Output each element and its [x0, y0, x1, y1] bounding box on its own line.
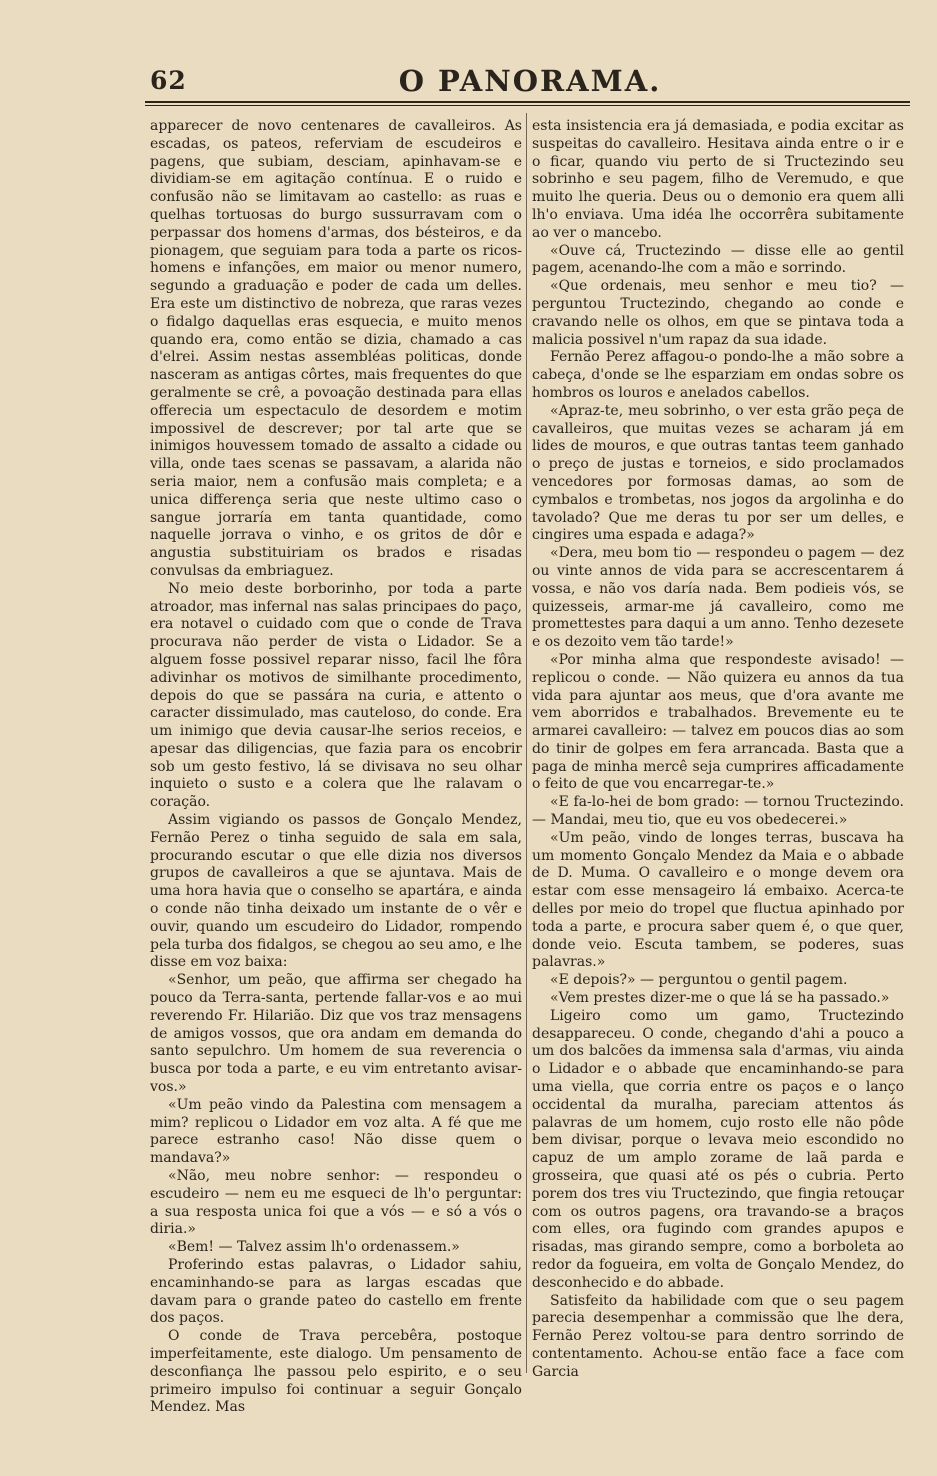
- page-header: [0, 0, 937, 110]
- paragraph: Proferindo estas palavras, o Lidador sahiu, encaminhando-se para as largas escadas que davam para o grande pateo do castello em frente dos paços.: [150, 1257, 522, 1327]
- paragraph: «Ouve cá, Tructezindo — disse elle ao gentil pagem, acenando-lhe com a mão e sorrindo.: [532, 242, 904, 277]
- paragraph: «E depois?» — perguntou o gentil pagem.: [550, 972, 848, 989]
- right-column: [532, 118, 904, 1380]
- paragraph: Satisfeito da habilidade com que o seu pagem parecia desempenhar a commissão que lhe dera, Fernão Perez voltou-se para dentro sorrindo de contentamento. Achou-se então face a face com Garcia: [532, 1292, 904, 1380]
- column-divider: [526, 113, 527, 1373]
- paragraph: esta insistencia era já demasiada, e podia excitar as suspeitas do cavalleiro. Hesitava ainda entre o ir e o ficar, quando viu perto de si Tructezindo seu sobrinho e seu pagem, filho de Veremudo, e que muito lhe queria. Deus ou o demonio era quem alli lh'o enviava. Uma idéa lhe occorrêra subitamente ao ver o mancebo.: [532, 118, 904, 241]
- paragraph: «Dera, meu bom tio — respondeu o pagem — dez ou vinte annos de vida para se accrescentarem á vossa, e não vos daría nada. Bem podieis vós, se quizesseis, armar-me já cavalleiro, como me promettestes para daqui a um anno. Tenho dezesete e os dezoito vem tão tarde!»: [532, 545, 904, 651]
- paragraph: «Vem prestes dizer-me o que lá se ha passado.»: [550, 990, 890, 1007]
- paragraph: «Que ordenais, meu senhor e meu tio? — perguntou Tructezindo, chegando ao conde e cravando nelle os olhos, em que se pintava toda a malicia possivel n'um rapaz da sua idade.: [532, 278, 904, 348]
- paragraph: «Por minha alma que respondeste avisado! — replicou o conde. — Não quizera eu annos da tua vida para ajuntar aos meus, que d'ora avante me vem aborridos e trabalhados. Brevemente eu te armarei cavalleiro: — talvez em poucos dias ao som do tinir de golpes em fera arrancada. Basta que a paga de minha mercê seja cumprires afficadamente o feito de que vou encarregar-te.»: [532, 651, 904, 793]
- paragraph: apparecer de novo centenares de cavalleiros. As escadas, os pateos, referviam de escudeiros e pagens, que subiam, desciam, apinhavam-se e dividiam-se em agitação contínua. E o ruido e confusão não se limitavam ao castello: as ruas e quelhas tortuosas do burgo sussurravam com o perpassar dos homens d'armas, dos bésteiros, e da pionagem, que seguiam para toda a parte os ricos-homens e infanções, em maior ou menor numero, segundo a graduação e poder de cada um delles. Era este um distinctivo de nobreza, que raras vezes o fidalgo daquellas eras esquecia, e muito menos quando era, como então se dizia, chamado a cas d'elrei. Assim nestas assembléas politicas, donde nasceram as antigas côrtes, mais frequentes do que geralmente se crê, a povoação destinada para ellas offerecia um espectaculo de desordem e motim impossivel de descrever; por tal arte que se inimigos houvessem tomado de assalto a cidade ou villa, onde taes scenas se passavam, a alarida não seria maior, nem a confusão mais completa; e a unica differença seria que neste ultimo caso o sangue jorraría em tanta quantidade, como naquelle jorrava o vinho, e os gritos de dôr e angustia substituiriam os brados e risadas convulsas da embriaguez.: [150, 118, 522, 579]
- paragraph: Ligeiro como um gamo, Tructezindo desappareceu. O conde, chegando d'ahi a pouco a um dos balcões da immensa sala d'armas, viu ainda o Lidador e o abbade que encaminhando-se para uma viella, que corria entre os paços e o lanço occidental da muralha, pareciam attentos ás palavras de um homem, cujo rosto elle não pôde bem divisar, porque o levava meio escondido no capuz de um amplo zorame de laã parda e grosseira, que quasi até os pés o cubria. Perto porem dos tres viu Tructezindo, que fingia retouçar com os outros pagens, ora travando-se a braços com elles, ora fugindo com grandes apupos e risadas, mas girando sempre, como a borboleta ao redor da fogueira, em volta de Gonçalo Mendez, do desconhecido e do abbade.: [532, 1007, 904, 1291]
- masthead-title: O PANORAMA.: [398, 64, 662, 98]
- paragraph: «E fa-lo-hei de bom grado: — tornou Tructezindo. — Mandai, meu tio, que eu vos obedecerei.»: [532, 794, 904, 829]
- paragraph: «Um peão, vindo de longes terras, buscava ha um momento Gonçalo Mendez da Maia e o abbade de D. Muma. O cavalleiro e o monge devem ora estar com esse mensageiro lá embaixo. Acerca-te delles por meio do tropel que fluctua apinhado por toda a parte, e procura saber quem é, o que quer, donde veio. Escuta tambem, se poderes, suas palavras.»: [532, 829, 904, 971]
- page-number: 62: [150, 66, 187, 95]
- paragraph: No meio deste borborinho, por toda a parte atroador, mas infernal nas salas principaes do paço, era notavel o cuidado com que o conde de Trava procurava não perder de vista o Lidador. Se a alguem fosse possivel reparar nisso, facil lhe fôra adivinhar os motivos de similhante procedimento, depois do que se passára na curia, e attento o caracter dissimulado, mas cauteloso, do conde. Era um inimigo que devia causar-lhe serios receios, e apesar das diligencias, que fazia para os encobrir sob um gesto festivo, lá se divisava no seu olhar inquieto o susto e a colera que lhe ralavam o coração.: [150, 580, 522, 811]
- paragraph: «Um peão vindo da Palestina com mensagem a mim? replicou o Lidador em voz alta. A fé que me parece estranho caso! Não disse quem o mandava?»: [150, 1096, 522, 1167]
- left-column: [150, 118, 522, 1416]
- paragraph: «Não, meu nobre senhor: — respondeu o escudeiro — nem eu me esqueci de lh'o perguntar: a sua resposta unica foi que a vós — e só a vós o diria.»: [150, 1168, 522, 1238]
- paragraph: Fernão Perez affagou-o pondo-lhe a mão sobre a cabeça, d'onde se lhe esparziam em ondas sobre os hombros os louros e anelados cabellos.: [532, 349, 904, 401]
- header-rule: [145, 101, 910, 106]
- paragraph: «Bem! — Talvez assim lh'o ordenassem.»: [168, 1239, 460, 1256]
- paragraph: «Senhor, um peão, que affirma ser chegado ha pouco da Terra-santa, pertende fallar-vos e ao mui reverendo Fr. Hilarião. Diz que vos traz mensagens de amigos vossos, que ora andam em demanda do santo sepulchro. Um homem de sua reverencia o busca por toda a parte, e eu vim entretanto avisar-vos.»: [150, 972, 522, 1096]
- paragraph: Assim vigiando os passos de Gonçalo Mendez, Fernão Perez o tinha seguido de sala em sala, procurando escutar o que elle dizia nos diversos grupos de cavalleiros a que se ajuntava. Mais de uma hora havia que o conselho se apartára, e ainda o conde não tinha deixado um instante de o vêr e ouvir, quando um escudeiro do Lidador, rompendo pela turba dos fidalgos, se chegou ao seu amo, e lhe disse em voz baixa:: [150, 812, 522, 971]
- paragraph: O conde de Trava percebêra, postoque imperfeitamente, este dialogo. Um pensamento de desconfiança lhe passou pelo espirito, e o seu primeiro impulso foi continuar a seguir Gonçalo Mendez. Mas: [150, 1328, 522, 1416]
- paragraph: «Apraz-te, meu sobrinho, o ver esta grão peça de cavalleiros, que muitas vezes se acharam já em lides de mouros, e que outras tantas teem ganhado o preço de justas e torneios, e sido proclamados vencedores por formosas damas, ao som de cymbalos e trombetas, nos jogos da argolinha e do tavolado? Que me deras tu por ser um delles, e cingires uma espada e adaga?»: [532, 402, 904, 544]
